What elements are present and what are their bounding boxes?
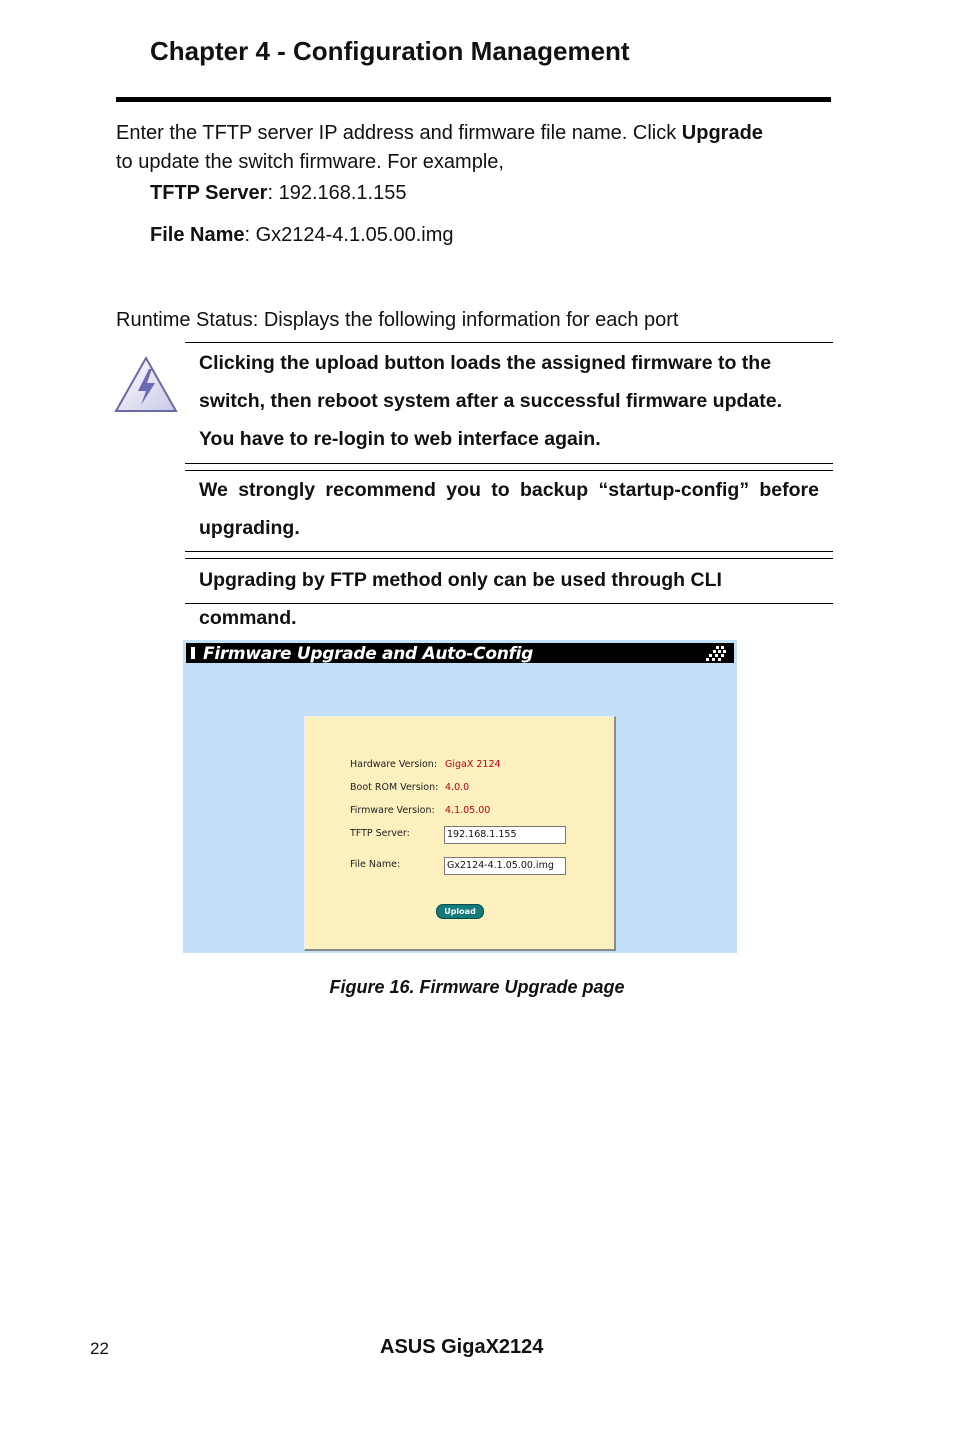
firmware-version-value: 4.1.05.00 [445,805,491,816]
intro-text-2: to update the switch firmware. For example, [116,151,504,173]
figure-caption: Figure 16. Firmware Upgrade page [329,977,625,997]
chapter-title: Chapter 4 - Configuration Management [150,36,630,66]
screenshot-title: Firmware Upgrade and Auto-Config [203,644,533,664]
file-example-label: File Name [150,224,245,246]
firmware-panel [304,716,616,951]
note-rule [185,463,833,464]
note-rule [185,603,833,604]
hardware-version-value: GigaX 2124 [445,759,501,770]
runtime-status-text: Runtime Status: Displays the following information for each port [116,309,679,331]
upload-button[interactable]: Upload [436,904,484,919]
footer-product: ASUS GigaX2124 [380,1336,544,1358]
upgrade-keyword: Upgrade [681,122,763,144]
hardware-version-label: Hardware Version: [350,759,438,770]
firmware-upgrade-screenshot [183,640,737,953]
file-example [150,224,454,247]
file-example-value: : Gx2124-4.1.05.00.img [244,224,454,246]
bootrom-version-value: 4.0.0 [445,782,470,793]
note-backup-warning: We strongly recommend you to backup “startup-config” before upgrading. [199,479,819,539]
tftp-example [150,182,406,205]
note-rule [185,342,833,343]
intro-paragraph [116,119,836,177]
note-ftp-cli: Upgrading by FTP method only can be used through CLI command. [199,569,722,629]
tftp-server-label: TFTP Server: [350,828,410,839]
pattern-icon [704,645,726,662]
tftp-server-input[interactable]: 192.168.1.155 [444,826,566,844]
bootrom-version-label: Boot ROM Version: [350,782,439,793]
warning-lightning-icon [114,355,178,415]
tftp-example-label: TFTP Server [150,182,268,204]
titlebar-bullet-icon [191,647,195,659]
chapter-rule [116,97,831,102]
file-name-input[interactable]: Gx2124-4.1.05.00.img [444,857,566,875]
file-name-label: File Name: [350,859,401,870]
screenshot-titlebar [186,643,734,663]
intro-text: Enter the TFTP server IP address and firmware file name. Click [116,122,682,144]
tftp-example-value: : 192.168.1.155 [267,182,407,204]
note-rule [185,551,833,552]
note-rule [185,558,833,559]
note-upload-warning: Clicking the upload button loads the assigned firmware to the switch, then reboot system after a successful firmware update. You have to re-login to web interface again. [199,352,783,450]
firmware-version-label: Firmware Version: [350,805,435,816]
page-number: 22 [90,1339,109,1358]
